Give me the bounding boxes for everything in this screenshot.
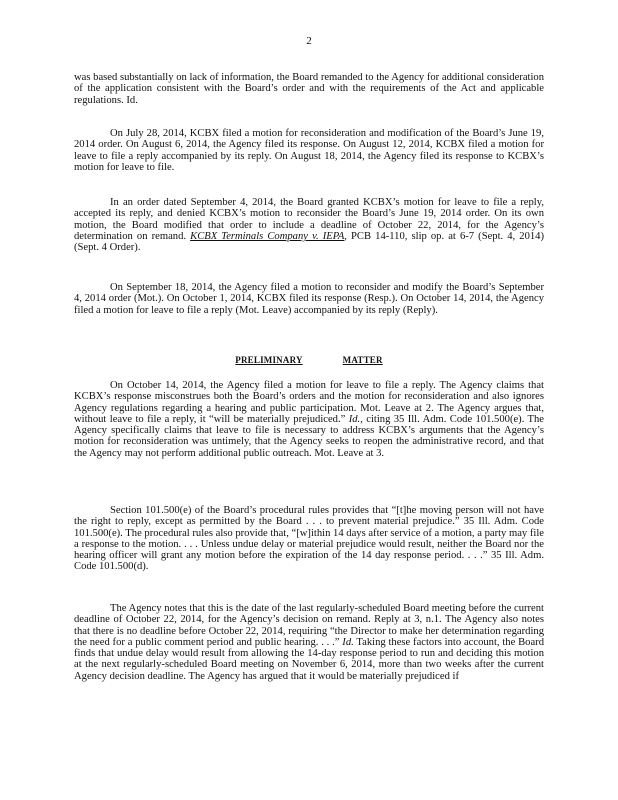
page-number: 2 bbox=[306, 35, 312, 47]
section-heading bbox=[0, 355, 618, 366]
leave-to-reply-tail: , citing 35 Ill. Adm. Code 101.500(e). The Agency specifically claims that leave to file is necessary to address KCBX’s arguments that the Agency’s motion for reconsideration was untimely, that the Agency seeks to reopen the administrative record, and that the Agency may not perform additional public outreach. Mot. Leave at 3. bbox=[74, 413, 545, 459]
september-order-text: In an order dated September 4, 2014, the Board granted KCBX’s motion for leave to file a reply, accepted its reply, and denied KCBX’s motion to reconsider the Board’s June 19, 2014 order. On its own motion, the Board modified that order to include a deadline of October 22, 2014, for the Agency’s determination on remand. bbox=[74, 197, 544, 242]
paragraph-september-order bbox=[74, 197, 544, 253]
deadline-tail: Taking these factors into account, the Board finds that undue delay would result from allowing the 14-day response period to run and deciding this motion at the next regularly-scheduled Board meeting on November 6, 2014, more than two weeks after the current Agency decision deadline. The Agency has argued that it would be materially prejudiced if bbox=[74, 636, 544, 682]
paragraph-agency-motion: On September 18, 2014, the Agency filed a motion to reconsider and modify the Board’s September 4, 2014 order (Mot.). On October 1, 2014, KCBX filed its response (Resp.). On October 14, 2014, the Agency filed a motion for leave to file a reply (Mot. Leave) accompanied by its reply (Reply). bbox=[74, 282, 544, 316]
id-citation-2: Id. bbox=[342, 636, 354, 648]
deadline-text: The Agency notes that this is the date of the last regularly-scheduled Board meeting before the current deadline of October 22, 2014, for the Agency’s decision on remand. Reply at 3, n.1. The Agency also notes that there is no deadline before October 22, 2014, requiring “the Director to make her determination regarding the need for a public comment period and public hearing. . . .” bbox=[74, 603, 544, 648]
id-citation: Id. bbox=[348, 413, 361, 425]
leave-to-reply-text: On October 14, 2014, the Agency filed a motion for leave to file a reply. The Agency claims that KCBX’s response misconstrues both the Board’s orders and the motion for reconsideration and also ignores Agency regulations regarding a hearing and public participation. Mot. Leave at 2. The Agency argues that, without leave to file a reply, it “will be materially prejudiced.” bbox=[74, 380, 544, 425]
heading-word-1: PRELIMINARY bbox=[235, 355, 303, 365]
paragraph-deadline bbox=[74, 603, 544, 682]
heading-word-2: MATTER bbox=[342, 355, 383, 365]
paragraph-july-motion: On July 28, 2014, KCBX filed a motion for reconsideration and modification of the Board’s June 19, 2014 order. On August 6, 2014, the Agency filed its response. On August 12, 2014, KCBX filed a motion for leave to file a reply accompanied by its reply. On August 18, 2014, the Agency filed its response to KCBX’s motion for leave to file. bbox=[74, 128, 544, 173]
paragraph-remand: was based substantially on lack of information, the Board remanded to the Agency for additional consideration of the application consistent with the Board’s order and with the requirements of the Act and applicable regulations. Id. bbox=[74, 72, 544, 106]
case-name: KCBX Terminals Company v. IEPA bbox=[190, 230, 345, 242]
paragraph-leave-to-reply bbox=[74, 380, 544, 459]
case-citation: , PCB 14-110, slip op. at 6-7 (Sept. 4, 2014) (Sept. 4 Order). bbox=[74, 230, 545, 254]
paragraph-procedural-rules: Section 101.500(e) of the Board’s procedural rules provides that “[t]he moving person will not have the right to reply, except as permitted by the Board . . . to prevent material prejudice.” 35 Ill. Adm. Code 101.500(e). The procedural rules also provide that, “[w]ithin 14 days after service of a motion, a party may file a response to the motion. . . . Unless undue delay or material prejudice would result, neither the Board nor the hearing officer will grant any motion before the expiration of the 14 day response period. . . .” 35 Ill. Adm. Code 101.500(d). bbox=[74, 505, 544, 573]
